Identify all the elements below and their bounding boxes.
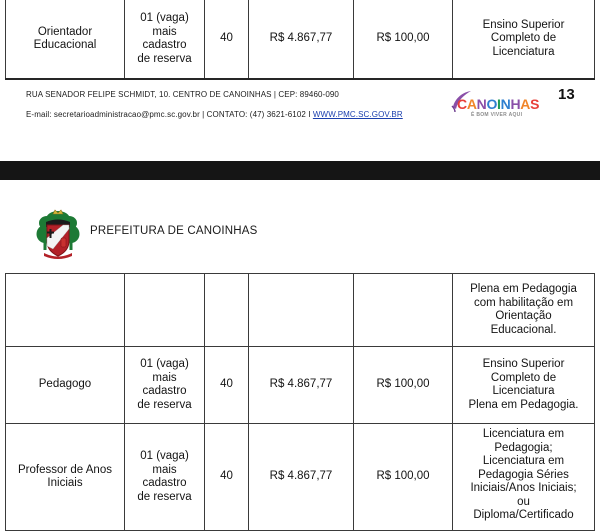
cell-cargo: Professor de Anos Iniciais xyxy=(6,424,125,531)
cell-carga-horaria: 40 xyxy=(205,424,249,531)
wordmark-letter-6: H xyxy=(510,96,521,112)
cell-carga-horaria xyxy=(205,274,249,347)
table-row xyxy=(6,0,595,79)
page-number: 13 xyxy=(558,86,575,103)
table-row xyxy=(6,424,595,531)
cell-vagas: 01 (vaga) mais cadastro de reserva xyxy=(125,347,205,424)
cell-salario: R$ 4.867,77 xyxy=(249,347,354,424)
canoinhas-logo xyxy=(451,91,549,121)
cell-salario: R$ 4.867,77 xyxy=(249,424,354,531)
cell-taxa-inscricao: R$ 100,00 xyxy=(354,347,453,424)
wordmark-letter-4: I xyxy=(497,96,501,112)
footer-website-link[interactable]: WWW.PMC.SC.GOV.BR xyxy=(312,110,403,119)
cell-vagas: 01 (vaga) mais cadastro de reserva xyxy=(125,0,205,79)
wordmark-letter-8: S xyxy=(530,96,540,112)
canoinhas-tagline: É BOM VIVER AQUI xyxy=(471,112,523,118)
wordmark-letter-5: N xyxy=(500,96,511,112)
cell-salario xyxy=(249,274,354,347)
cell-carga-horaria: 40 xyxy=(205,0,249,79)
cell-carga-horaria: 40 xyxy=(205,347,249,424)
page-header xyxy=(0,206,600,264)
cell-cargo: Pedagogo xyxy=(6,347,125,424)
footer-address: RUA SENADOR FELIPE SCHMIDT, 10. CENTRO DE CANOINHAS | CEP: 89460-090 xyxy=(26,90,339,99)
canoinhas-wordmark xyxy=(457,97,539,111)
cell-vagas xyxy=(125,274,205,347)
page-title: PREFEITURA DE CANOINHAS xyxy=(90,225,258,237)
wordmark-letter-0: C xyxy=(457,96,467,112)
wordmark-letter-3: O xyxy=(486,96,498,112)
vacancies-table-bottom xyxy=(5,273,595,531)
cell-taxa-inscricao xyxy=(354,274,453,347)
cell-taxa-inscricao: R$ 100,00 xyxy=(354,0,453,79)
vacancies-table-top xyxy=(5,0,595,80)
cell-escolaridade: Licenciatura em Pedagogia; Licenciatura em Pedagogia Séries Iniciais/Anos Iniciais; ou Diploma/Certificado xyxy=(453,424,595,531)
cell-cargo xyxy=(6,274,125,347)
cell-escolaridade: Ensino Superior Completo de Licenciatura xyxy=(453,0,595,79)
coat-of-arms-icon xyxy=(36,208,80,260)
cell-escolaridade: Ensino Superior Completo de Licenciatura Plena em Pedagogia. xyxy=(453,347,595,424)
cell-salario: R$ 4.867,77 xyxy=(249,0,354,79)
cell-vagas: 01 (vaga) mais cadastro de reserva xyxy=(125,424,205,531)
table-row xyxy=(6,274,595,347)
footer-contact-text: E-mail: secretarioadministracao@pmc.sc.gov.br | CONTATO: (47) 3621-6102 I xyxy=(26,110,313,119)
footer-contact xyxy=(26,110,403,119)
cell-taxa-inscricao: R$ 100,00 xyxy=(354,424,453,531)
table-row xyxy=(6,347,595,424)
wordmark-letter-1: A xyxy=(466,96,477,112)
wordmark-letter-2: N xyxy=(476,96,487,112)
cell-cargo: Orientador Educacional xyxy=(6,0,125,79)
cell-escolaridade: Plena em Pedagogia com habilitação em Orientação Educacional. xyxy=(453,274,595,347)
wordmark-letter-7: A xyxy=(520,96,531,112)
page-separator-bar xyxy=(0,161,600,180)
